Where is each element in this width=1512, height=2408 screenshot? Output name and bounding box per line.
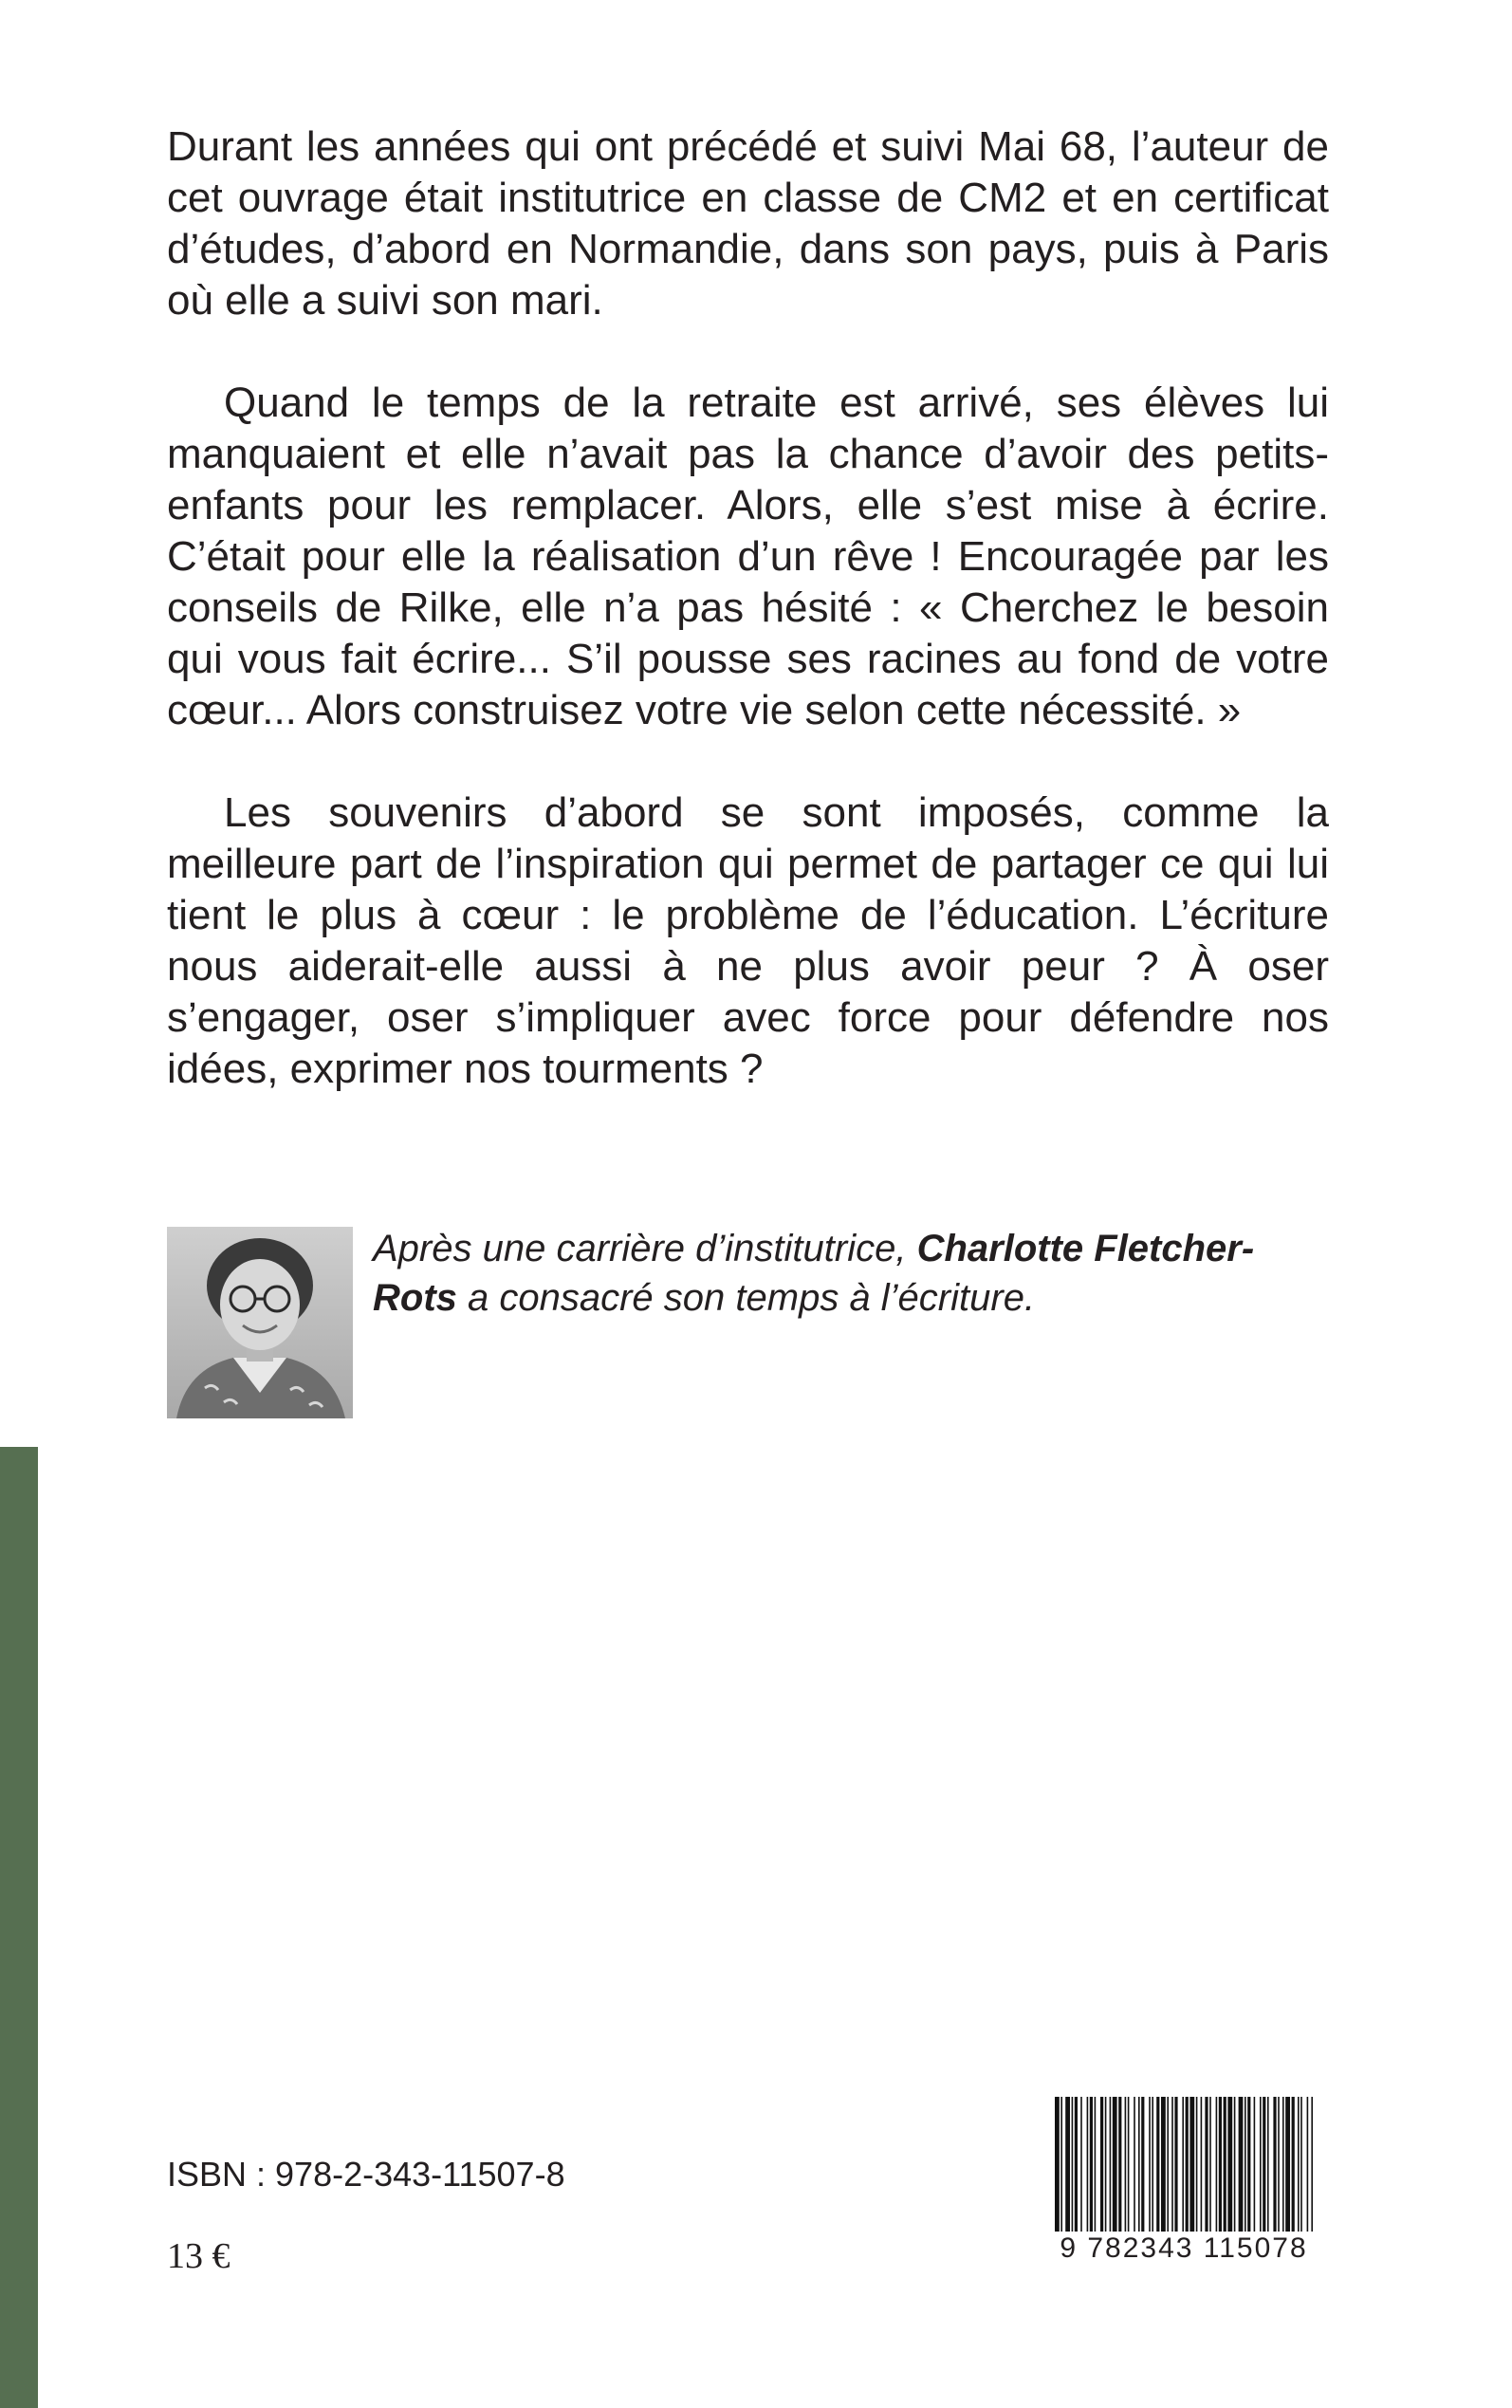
author-bio: [373, 1224, 1331, 1323]
barcode-bar: [1174, 2097, 1177, 2239]
blurb-paragraph-3: Les souvenirs d’abord se sont imposés, comme la meilleure part de l’inspiration qui permet de partager ce qui lui tient le plus à cœur : le problème de l’éducation. L’écriture nous aiderait-elle aussi à ne plus avoir peur ? À oser s’engager, oser s’impliquer avec force pour défendre nos idées, exprimer nos tourments ?: [167, 789, 1329, 1092]
isbn-number: ISBN : 978-2-343-11507-8: [167, 2155, 565, 2194]
barcode-bar: [1060, 2097, 1062, 2239]
barcode-bar: [1186, 2097, 1189, 2239]
barcode-bar: [1201, 2097, 1203, 2239]
isbn-barcode: [1043, 2097, 1324, 2273]
barcode-bar: [1149, 2097, 1151, 2239]
barcode-bar: [1152, 2097, 1153, 2239]
barcode-bar: [1224, 2097, 1226, 2239]
barcode-bar: [1282, 2097, 1284, 2239]
barcode-bar: [1273, 2097, 1276, 2239]
author-bio-suffix: a consacré son temps à l’écriture.: [456, 1277, 1036, 1319]
spine-color-band: [0, 1447, 38, 2408]
barcode-bar: [1118, 2097, 1121, 2239]
barcode-bar: [1260, 2097, 1262, 2239]
barcode-bar: [1239, 2097, 1244, 2239]
barcode-bar: [1285, 2097, 1290, 2239]
barcode-bar: [1219, 2097, 1222, 2239]
barcode-bar: [1216, 2097, 1218, 2239]
blurb-paragraph-2: Quand le temps de la retraite est arrivé, ses élèves lui manquaient et elle n’avait pas la chance d’avoir des petits-enfants pour les remplacer. Alors, elle s’est mise à écrire. C’était pour elle la réalisation d’un rêve ! Encouragée par les conseils de Rilke, elle n’a pas hésité : « Cherchez le besoin qui vous fait écrire... S’il pousse ses racines au fond de votre cœur... Alors construisez votre vie selon cette nécessité. »: [167, 380, 1329, 733]
barcode-bar: [1311, 2097, 1313, 2239]
barcode-bar: [1227, 2097, 1232, 2239]
price-label: 13 €: [167, 2236, 230, 2276]
barcode-bar: [1247, 2097, 1250, 2239]
barcode-bar: [1055, 2097, 1060, 2239]
barcode-bar: [1196, 2097, 1198, 2239]
barcode-bar: [1167, 2097, 1169, 2239]
barcode-bar: [1113, 2097, 1117, 2239]
barcode-bar: [1072, 2097, 1074, 2239]
barcode-digits: 9 782343 115078: [1043, 2232, 1324, 2266]
barcode-bar: [1300, 2097, 1302, 2239]
barcode-bar: [1087, 2097, 1089, 2239]
barcode-bar: [1125, 2097, 1127, 2239]
barcode-bar: [1267, 2097, 1269, 2239]
author-name: Charlotte Fletcher-Rots: [373, 1228, 1255, 1319]
author-portrait-image: [167, 1227, 353, 1418]
barcode-bar: [1105, 2097, 1107, 2239]
barcode-bar: [1090, 2097, 1093, 2239]
back-cover-blurb: [167, 121, 1329, 1146]
barcode-bar: [1298, 2097, 1300, 2239]
barcode-bar: [1161, 2097, 1166, 2239]
barcode-bar: [1182, 2097, 1184, 2239]
barcode-bar: [1095, 2097, 1097, 2239]
barcode-bar: [1075, 2097, 1078, 2239]
barcode-bar: [1189, 2097, 1194, 2239]
barcode-bar: [1209, 2097, 1211, 2239]
barcode-bar: [1245, 2097, 1246, 2239]
barcode-bar: [1234, 2097, 1236, 2239]
barcode-bar: [1263, 2097, 1265, 2239]
barcode-bar: [1171, 2097, 1173, 2239]
author-photo: [167, 1227, 353, 1418]
barcode-bar: [1254, 2097, 1256, 2239]
barcode-bar: [1100, 2097, 1103, 2239]
barcode-bar: [1134, 2097, 1135, 2239]
barcode-bar: [1205, 2097, 1208, 2239]
barcode-bar: [1292, 2097, 1295, 2239]
barcode-bar: [1110, 2097, 1112, 2239]
barcode-bar: [1065, 2097, 1070, 2239]
barcode-bar: [1138, 2097, 1140, 2239]
barcode-bar: [1307, 2097, 1309, 2239]
barcode-bar: [1278, 2097, 1280, 2239]
barcode-bar: [1156, 2097, 1159, 2239]
barcode-bar: [1080, 2097, 1082, 2239]
barcode-bar: [1141, 2097, 1144, 2239]
barcode-bar: [1128, 2097, 1130, 2239]
author-bio-prefix: Après une carrière d’institutrice,: [373, 1228, 917, 1269]
blurb-paragraph-1: Durant les années qui ont précédé et suivi Mai 68, l’auteur de cet ouvrage était institutrice en classe de CM2 et en certificat d’études, d’abord en Normandie, dans son pays, puis à Paris où elle a suivi son mari.: [167, 123, 1329, 324]
